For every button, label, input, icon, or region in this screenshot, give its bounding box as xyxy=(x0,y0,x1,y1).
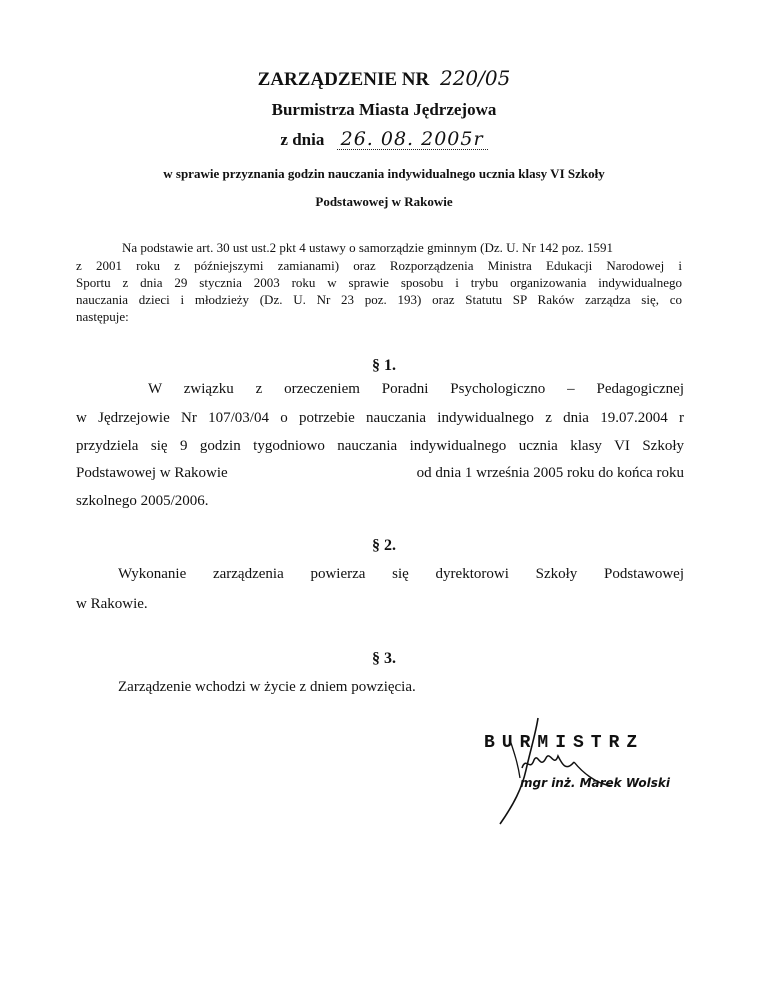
preamble-line-5: następuje: xyxy=(76,309,129,324)
preamble-line-2: z 2001 roku z późniejszymi zamianami) oraz Rozporządzenia Ministra Edukacji Narodowej i xyxy=(76,258,682,273)
section-1-line-5: szkolnego 2005/2006. xyxy=(76,493,209,509)
section-2-line-2: w Rakowie. xyxy=(76,596,148,612)
document-title xyxy=(0,66,768,91)
section-3-heading: § 3. xyxy=(372,650,396,667)
handwritten-signature xyxy=(470,712,670,832)
stamp-title: BURMISTRZ xyxy=(484,733,645,753)
handwritten-number: 220/05 xyxy=(439,66,511,90)
section-1-line-2: w Jędrzejowie Nr 107/03/04 o potrzebie nauczania indywidualnego z dnia 19.07.2004 r xyxy=(76,410,684,426)
handwritten-date: 26. 08. 2005r xyxy=(337,129,488,150)
section-2-line-1: Wykonanie zarządzenia powierza się dyrektorowi Szkoły Podstawowej xyxy=(118,566,684,582)
section-1-line-4a: Podstawowej w Rakowie xyxy=(76,465,228,481)
preamble-line-3: Sportu z dnia 29 stycznia 2003 roku w sprawie sposobu i trybu organizowania indywidualnego xyxy=(76,275,682,290)
title-prefix: ZARZĄDZENIE NR xyxy=(257,69,430,90)
section-1-heading: § 1. xyxy=(372,357,396,374)
issuer: Burmistrza Miasta Jędrzejowa xyxy=(271,100,497,119)
subject-line-1: w sprawie przyznania godzin nauczania indywidualnego ucznia klasy VI Szkoły xyxy=(163,166,605,181)
section-1-line-4b: od dnia 1 września 2005 roku do końca roku xyxy=(416,465,684,481)
date-line xyxy=(0,129,768,150)
preamble-line-4: nauczania dzieci i młodzieży (Dz. U. Nr 23 poz. 193) oraz Statutu SP Raków zarządza się, co xyxy=(76,292,682,307)
date-label: z dnia xyxy=(280,130,325,149)
section-1-line-3: przydziela się 9 godzin tygodniowo nauczania indywidualnego ucznia klasy VI Szkoły xyxy=(76,438,684,454)
subject-line-2: Podstawowej w Rakowie xyxy=(315,194,453,209)
section-1-line-1: W związku z orzeczeniem Poradni Psychologiczno – Pedagogicznej xyxy=(148,381,684,397)
section-3-line-1: Zarządzenie wchodzi w życie z dniem powzięcia. xyxy=(118,679,416,695)
section-2-heading: § 2. xyxy=(372,537,396,554)
stamp-name: mgr inż. Marek Wolski xyxy=(520,776,670,790)
preamble-line-1: Na podstawie art. 30 ust ust.2 pkt 4 ustawy o samorządzie gminnym (Dz. U. Nr 142 poz. 1591 xyxy=(122,240,614,255)
